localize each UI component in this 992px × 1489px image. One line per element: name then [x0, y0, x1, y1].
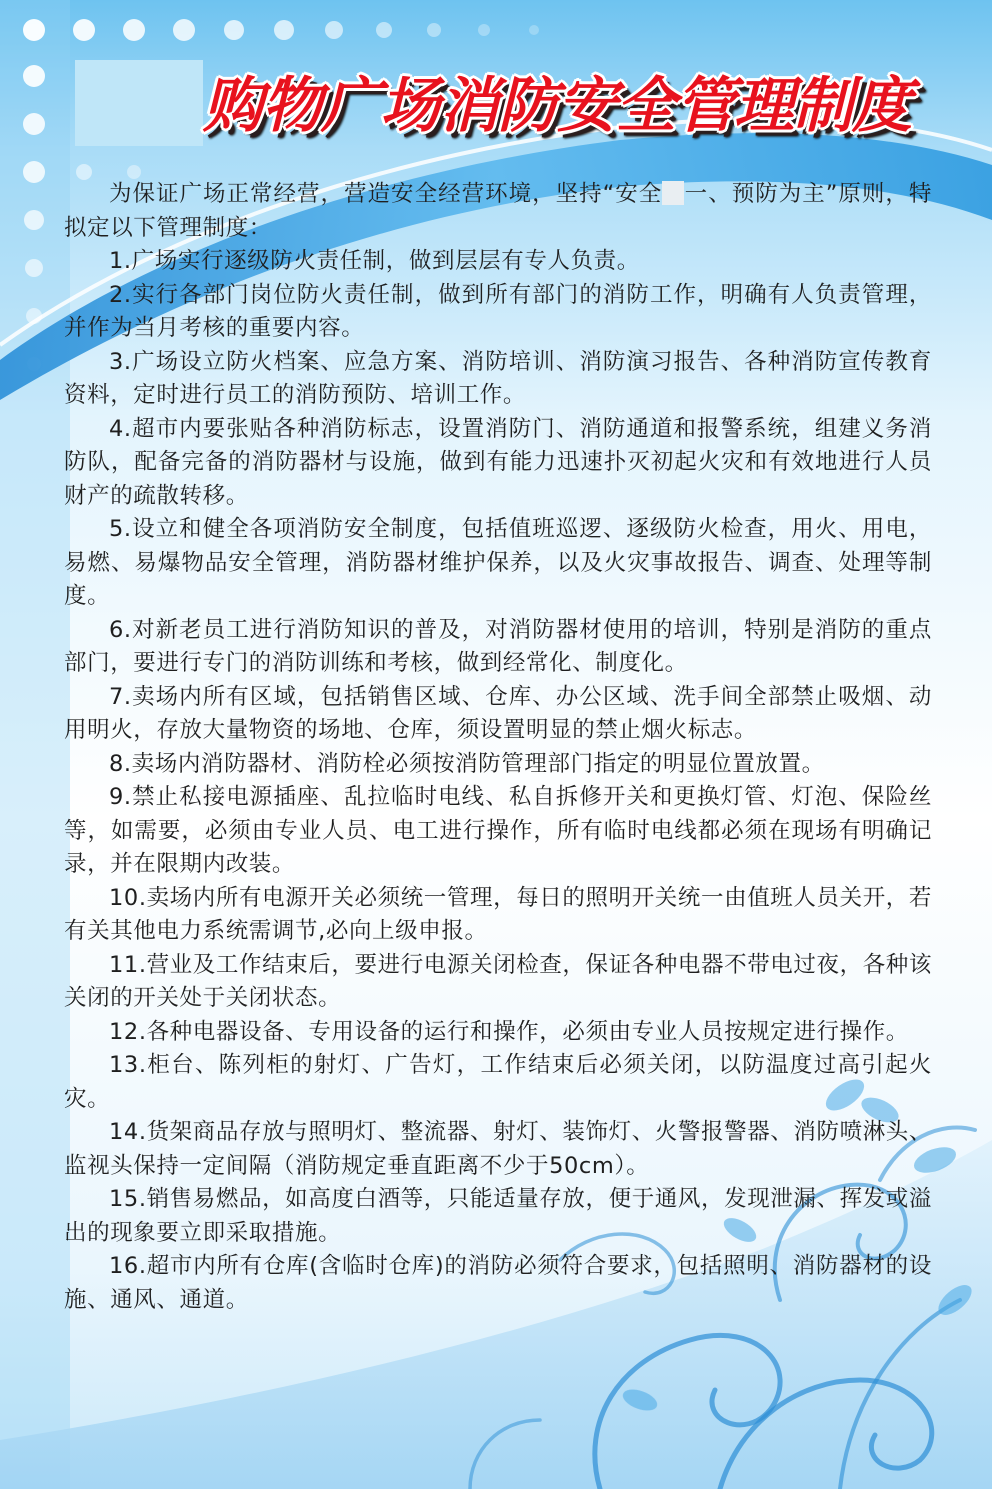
rule-item-1: 1.广场实行逐级防火责任制，做到层层有专人负责。	[109, 248, 640, 274]
intro-text-after: 一、预防为主”原则，特拟定以下管理制度：	[64, 181, 932, 241]
rule-item-2: 2.实行各部门岗位防火责任制，做到所有部门的消防工作，明确有人负责管理，并作为当月考核的重要内容。	[64, 281, 932, 341]
rule-item-16: 16.超市内所有仓库(含临时仓库)的消防必须符合要求，包括照明、消防器材的设施、通风、通道。	[64, 1253, 932, 1313]
page-title: 购物广场消防安全管理制度	[203, 71, 911, 141]
rule-item-5: 5.设立和健全各项消防安全制度，包括值班巡逻、逐级防火检查，用火、用电，易燃、易爆物品安全管理，消防器材维护保养，以及火灾事故报告、调查、处理等制度。	[64, 516, 932, 609]
intro-redaction-block	[662, 181, 684, 205]
rule-item-12: 12.各种电器设备、专用设备的运行和操作，必须由专业人员按规定进行操作。	[109, 1018, 909, 1045]
rule-item-6: 6.对新老员工进行消防知识的普及，对消防器材使用的培训，特别是消防的重点部门，要进行专门的消防训练和考核，做到经常化、制度化。	[64, 616, 932, 676]
rule-item-3: 3.广场设立防火档案、应急方案、消防培训、消防演习报告、各种消防宣传教育资料，定时进行员工的消防预防、培训工作。	[64, 348, 932, 408]
rule-item-4: 4.超市内要张贴各种消防标志，设置消防门、消防通道和报警系统，组建义务消防队，配备完备的消防器材与设施，做到有能力迅速扑灭初起火灾和有效地进行人员财产的疏散转移。	[64, 415, 932, 509]
rule-item-14: 14.货架商品存放与照明灯、整流器、射灯、装饰灯、火警报警器、消防喷淋头、监视头保持一定间隔（消防规定垂直距离不少于50cm）。	[64, 1119, 932, 1179]
intro-paragraph	[64, 178, 932, 245]
rule-item-11: 11.营业及工作结束后，要进行电源关闭检查，保证各种电器不带电过夜，各种该关闭的开关处于关闭状态。	[64, 951, 932, 1011]
rule-item-10: 10.卖场内所有电源开关必须统一管理，每日的照明开关统一由值班人员关开，若有关其他电力系统需调节,必向上级申报。	[64, 884, 932, 944]
rule-item-7: 7.卖场内所有区域，包括销售区域、仓库、办公区域、洗手间全部禁止吸烟、动用明火，存放大量物资的场地、仓库，须设置明显的禁止烟火标志。	[64, 683, 932, 743]
rule-item-15: 15.销售易燃品，如高度白酒等，只能适量存放，便于通风，发现泄漏、挥发或溢出的现象要立即采取措施。	[64, 1186, 932, 1246]
rule-item-9: 9.禁止私接电源插座、乱拉临时电线、私自拆修开关和更换灯管、灯泡、保险丝等，如需要，必须由专业人员、电工进行操作，所有临时电线都必须在现场有明确记录，并在限期内改装。	[64, 784, 932, 877]
title-block	[75, 60, 975, 160]
rule-item-13: 13.柜台、陈列柜的射灯、广告灯，工作结束后必须关闭，以防温度过高引起火灾。	[64, 1052, 932, 1112]
title-redaction-block	[75, 60, 203, 146]
rule-item-8: 8.卖场内消防器材、消防栓必须按消防管理部门指定的明显位置放置。	[109, 750, 825, 777]
rules-content	[64, 178, 932, 1317]
intro-text-before: 为保证广场正常经营，营造安全经营环境，坚持“安全	[109, 181, 663, 207]
